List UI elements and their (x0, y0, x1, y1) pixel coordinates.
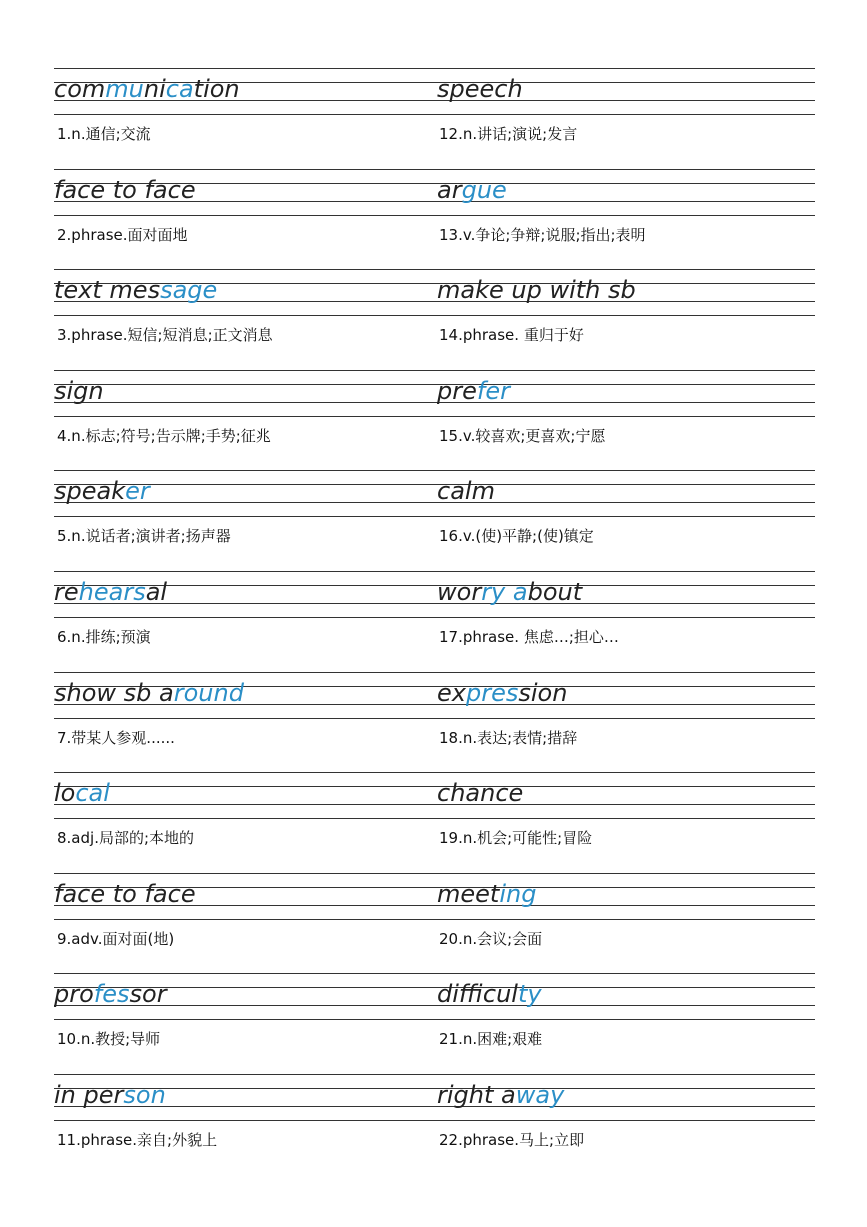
vocab-word (54, 1078, 166, 1112)
ruling-line (54, 973, 437, 974)
vocab-definition: 17.phrase. 焦虑…;担心… (439, 628, 619, 646)
vocab-definition: 8.adj.局部的;本地的 (57, 829, 195, 848)
ruling-line (54, 402, 437, 403)
word-syllable: face to face (54, 175, 196, 204)
word-syllable: bout (527, 578, 583, 606)
vocab-word (54, 575, 167, 609)
word-syllable: show sb a (54, 678, 174, 707)
ruling-line (437, 1120, 815, 1121)
ruling-line (54, 1019, 437, 1020)
vocab-entry (0, 873, 437, 973)
word-syllable: chance (437, 779, 524, 808)
ruling-line (437, 973, 815, 974)
ruling-line (437, 919, 815, 920)
vocab-definition: 5.n.说话者;演讲者;扬声器 (57, 527, 231, 546)
vocab-word (54, 877, 196, 911)
ruling-line (54, 516, 437, 517)
vocab-word (437, 1078, 564, 1112)
ruling-line (54, 1120, 437, 1121)
word-syllable-highlight: way (515, 1081, 565, 1109)
ruling-line (54, 269, 437, 270)
vocab-word (54, 173, 196, 207)
ruling-line (437, 169, 815, 170)
vocab-definition: 12.n.讲话;演说;发言 (439, 125, 578, 143)
ruling-line (437, 873, 815, 874)
word-syllable: text mes (54, 276, 161, 305)
vocab-definition: 4.n.标志;符号;告示牌;手势;征兆 (57, 426, 271, 445)
word-syllable: calm (437, 477, 495, 506)
vocab-word (54, 776, 110, 810)
word-syllable-highlight: fes (93, 980, 130, 1009)
vocab-word (437, 72, 523, 106)
vocab-definition: 3.phrase.短信;短消息;正文消息 (57, 326, 273, 345)
vocab-word (54, 474, 150, 508)
vocab-word (437, 173, 507, 207)
vocab-definition: 10.n.教授;导师 (57, 1030, 161, 1049)
word-syllable-highlight: gue (461, 175, 507, 204)
vocab-word (437, 474, 495, 508)
word-syllable-highlight: sage (160, 276, 218, 305)
vocab-entry (437, 571, 867, 671)
ruling-line (54, 571, 437, 572)
word-syllable: wor (437, 578, 482, 606)
word-syllable-highlight: ca (165, 75, 194, 103)
vocab-entry (437, 1074, 867, 1174)
word-syllable: make up with sb (437, 276, 636, 305)
word-syllable: sor (129, 980, 167, 1009)
word-syllable: pre (437, 376, 477, 405)
vocab-definition: 19.n.机会;可能性;冒险 (439, 829, 593, 848)
word-syllable: face to face (54, 879, 196, 908)
ruling-line (54, 804, 437, 805)
vocab-entry (0, 772, 437, 872)
word-syllable: speak (54, 477, 126, 506)
ruling-line (54, 772, 437, 773)
word-syllable-highlight: ry a (481, 578, 528, 606)
vocab-word (437, 273, 636, 307)
vocab-entry (437, 772, 867, 872)
word-syllable-highlight: round (173, 678, 244, 707)
vocab-word (437, 676, 567, 710)
ruling-line (437, 114, 815, 115)
word-syllable-highlight: er (485, 376, 510, 405)
vocab-definition: 9.adv.面对面(地) (57, 929, 175, 948)
vocab-entry (437, 169, 867, 269)
ruling-line (54, 1074, 437, 1075)
word-syllable: al (145, 578, 168, 606)
vocab-entry (0, 68, 437, 168)
word-syllable: ar (437, 175, 462, 204)
word-syllable-highlight: ing (499, 879, 537, 908)
vocab-entry (0, 973, 437, 1073)
ruling-line (437, 718, 815, 719)
vocab-definition: 13.v.争论;争辩;说服;指出;表明 (439, 225, 646, 244)
ruling-line (54, 114, 437, 115)
word-syllable-highlight: ty (517, 980, 542, 1009)
vocab-definition: 21.n.困难;艰难 (439, 1030, 543, 1049)
vocab-entry (437, 672, 867, 772)
vocab-entry (437, 873, 867, 973)
word-syllable: meet (437, 879, 500, 908)
word-syllable: speech (437, 75, 523, 103)
word-syllable-highlight: cal (75, 779, 110, 808)
ruling-line (437, 772, 815, 773)
ruling-line (437, 1019, 815, 1020)
word-syllable: dif (437, 980, 483, 1009)
ruling-line (54, 672, 437, 673)
ruling-line (54, 215, 437, 216)
word-syllable: ni (143, 75, 166, 103)
word-syllable-highlight: son (123, 1081, 166, 1109)
vocab-definition: 6.n.排练;预演 (57, 628, 151, 646)
vocab-word (437, 877, 536, 911)
ruling-line (54, 416, 437, 417)
vocab-definition: 7.带某人参观...... (57, 728, 175, 747)
vocab-entry (437, 68, 867, 168)
word-syllable: pro (54, 980, 94, 1009)
vocab-entry (0, 1074, 437, 1174)
vocab-word (437, 977, 542, 1011)
vocab-entry (437, 470, 867, 570)
word-syllable: lo (54, 779, 76, 808)
ruling-line (437, 571, 815, 572)
vocab-word (437, 374, 510, 408)
word-syllable: sion (518, 678, 568, 707)
word-syllable: cul (482, 980, 518, 1009)
vocab-word (54, 374, 104, 408)
ruling-line (54, 718, 437, 719)
ruling-line (54, 315, 437, 316)
vocab-entry (437, 973, 867, 1073)
ruling-line (437, 269, 815, 270)
ruling-line (54, 786, 437, 787)
word-syllable-highlight: f (476, 376, 486, 405)
vocab-definition: 11.phrase.亲自;外貌上 (57, 1131, 218, 1149)
ruling-line (437, 617, 815, 618)
word-syllable: com (54, 75, 106, 103)
vocab-entry (0, 169, 437, 269)
vocab-word (54, 72, 240, 106)
word-syllable-highlight: pres (465, 678, 519, 707)
word-syllable: in per (54, 1081, 124, 1109)
word-syllable-highlight: hears (78, 578, 146, 606)
vocab-definition: 16.v.(使)平静;(使)镇定 (439, 527, 594, 546)
word-syllable-highlight: mu (105, 75, 144, 103)
vocab-word (54, 273, 217, 307)
vocab-word (437, 575, 582, 609)
vocab-word (54, 977, 167, 1011)
vocab-definition: 18.n.表达;表情;措辞 (439, 728, 578, 747)
vocab-word (54, 676, 244, 710)
word-syllable: right a (437, 1081, 516, 1109)
word-syllable: re (54, 578, 79, 606)
vocab-definition: 1.n.通信;交流 (57, 125, 151, 143)
ruling-line (437, 416, 815, 417)
vocab-definition: 22.phrase.马上;立即 (439, 1131, 585, 1149)
ruling-line (437, 516, 815, 517)
vocab-definition: 14.phrase. 重归于好 (439, 326, 584, 345)
word-syllable: tion (193, 75, 240, 103)
ruling-line (437, 470, 815, 471)
ruling-line (437, 215, 815, 216)
vocab-entry (0, 672, 437, 772)
ruling-line (54, 384, 437, 385)
ruling-line (437, 370, 815, 371)
vocab-definition: 2.phrase.面对面地 (57, 225, 188, 244)
vocab-entry (437, 269, 867, 369)
ruling-line (54, 873, 437, 874)
vocab-word (437, 776, 523, 810)
vocab-entry (437, 370, 867, 470)
ruling-line (437, 315, 815, 316)
ruling-line (54, 370, 437, 371)
ruling-line (437, 68, 815, 69)
word-syllable: ex (437, 678, 466, 707)
ruling-line (54, 919, 437, 920)
vocab-entry (0, 370, 437, 470)
ruling-line (54, 470, 437, 471)
ruling-line (437, 818, 815, 819)
word-syllable: sign (54, 376, 104, 405)
vocab-entry (0, 571, 437, 671)
vocab-entry (0, 269, 437, 369)
ruling-line (54, 617, 437, 618)
vocab-entry (0, 470, 437, 570)
word-syllable-highlight: er (125, 477, 150, 506)
ruling-line (437, 1074, 815, 1075)
ruling-line (54, 68, 437, 69)
vocab-definition: 20.n.会议;会面 (439, 929, 543, 948)
ruling-line (54, 818, 437, 819)
ruling-line (54, 169, 437, 170)
ruling-line (437, 672, 815, 673)
vocab-definition: 15.v.较喜欢;更喜欢;宁愿 (439, 426, 606, 445)
